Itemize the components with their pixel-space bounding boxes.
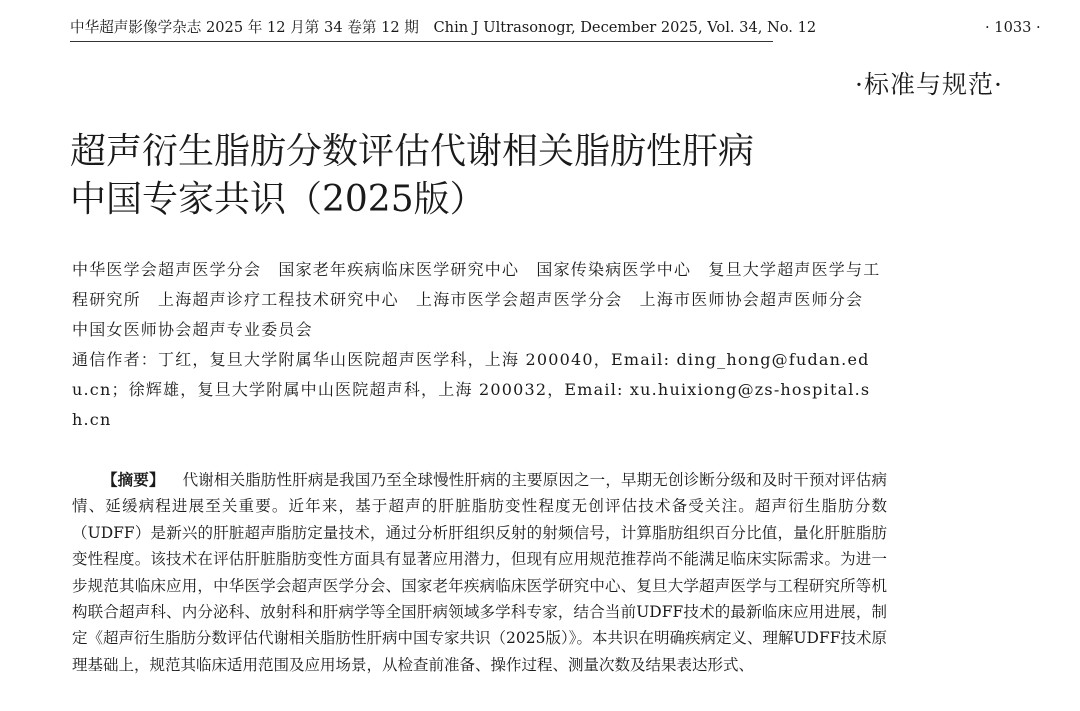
journal-name-cn: 中华超声影像学杂志 2025 年 12 月第 34 卷第 12 期 (70, 19, 419, 36)
abstract (72, 467, 887, 678)
page-number: · 1033 · (985, 19, 1041, 36)
journal-header (70, 18, 817, 42)
abstract-label: 【摘要】 (102, 470, 165, 489)
corresponding-author: 通信作者：丁红，复旦大学附属华山医院超声医学科，上海 200040，Email: ding_hong@fudan.edu.cn；徐辉雄，复旦大学附属中山医院超声科，上海 200032，Email: xu.huixiong@zs-hospital.sh.cn (72, 350, 871, 429)
article-title (70, 128, 930, 224)
title-line-1: 超声衍生脂肪分数评估代谢相关脂肪性肝病 (70, 131, 755, 172)
abstract-text: 代谢相关脂肪性肝病是我国乃至全球慢性肝病的主要原因之一，早期无创诊断分级和及时干预对评估病情、延缓病程进展至关重要。近年来，基于超声的肝脏脂肪变性程度无创评估技术备受关注。超声衍生脂肪分数（UDFF）是新兴的肝脏超声脂肪定量技术，通过分析肝组织反射的射频信号，计算脂肪组织百分比值，量化肝脏脂肪变性程度。该技术在评估肝脏脂肪变性方面具有显著应用潜力，但现有应用规范推荐尚不能满足临床实际需求。为进一步规范其临床应用，中华医学会超声医学分会、国家老年疾病临床医学研究中心、复旦大学超声医学与工程研究所等机构联合超声科、内分泌科、放射科和肝病学等全国肝病领域多学科专家，结合当前UDFF技术的最新临床应用进展，制定《超声衍生脂肪分数评估代谢相关脂肪性肝病中国专家共识（2025版）》。本共识在明确疾病定义、理解UDFF技术原理基础上，规范其临床适用范围及应用场景，从检查前准备、操作过程、测量次数及结果表达形式、 (72, 471, 887, 674)
journal-name-en: Chin J Ultrasonogr, December 2025, Vol. 34, No. 12 (433, 19, 817, 36)
author-affiliations: 中华医学会超声医学分会 国家老年疾病临床医学研究中心 国家传染病医学中心 复旦大学超声医学与工程研究所 上海超声诊疗工程技术研究中心 上海市医学会超声医学分会 上海市医师协会超声医师分会 中国女医师协会超声专业委员会 (72, 260, 881, 339)
column-label: ·标准与规范· (855, 70, 1003, 99)
title-line-2: 中国专家共识（2025版） (70, 179, 486, 220)
author-block (72, 255, 887, 435)
